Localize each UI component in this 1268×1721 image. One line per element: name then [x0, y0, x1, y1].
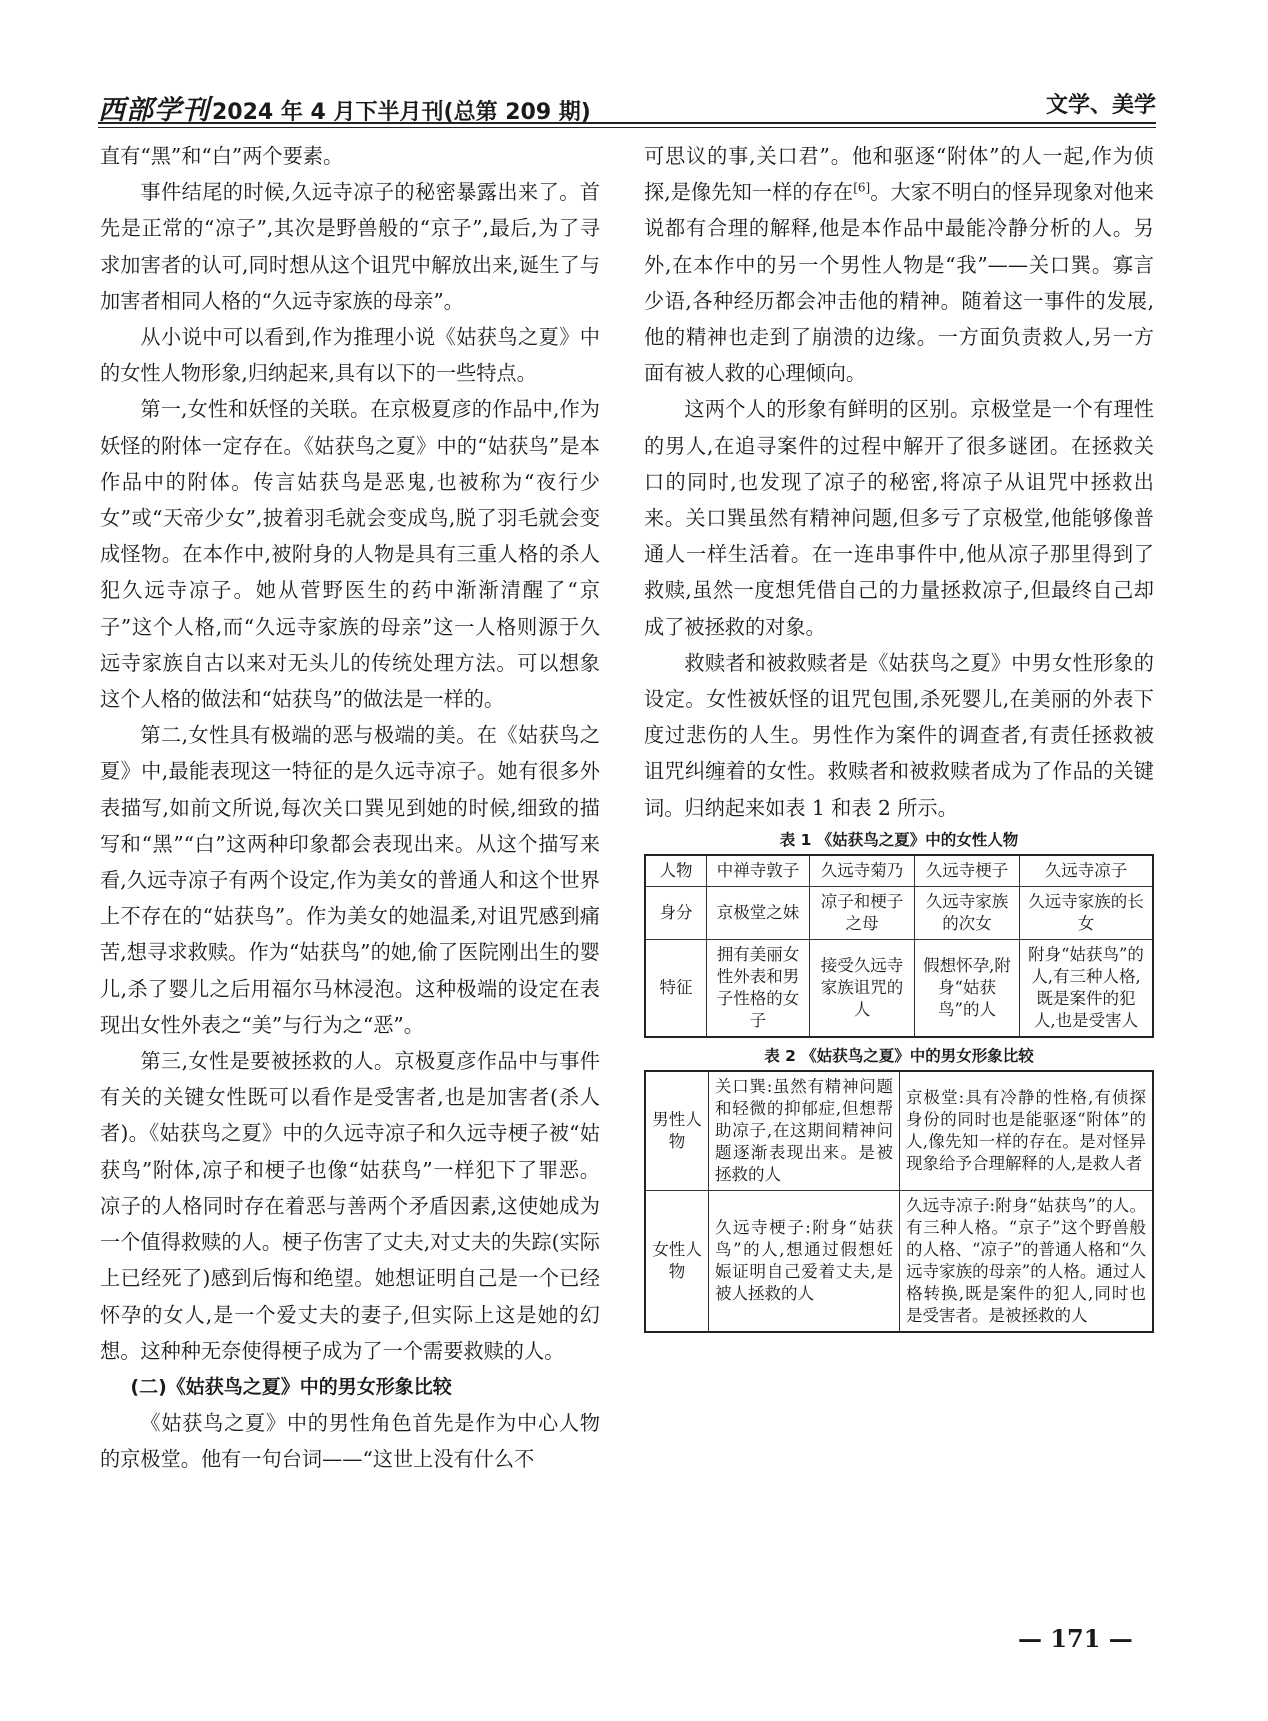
table-cell: 久远寺梗子: [915, 855, 1020, 887]
paragraph: [644, 138, 1154, 391]
citation-ref: [6]: [853, 180, 871, 195]
table-cell: 久远寺凉子: [1020, 855, 1154, 887]
table-cell: 附身“姑获鸟”的人,有三种人格,既是案件的犯人,也是受害人: [1020, 939, 1154, 1037]
paragraph-text: 可思议的事,关口君”。他和驱逐“附体”的人一起,作为侦探,是像先知一样的存在: [644, 144, 1154, 205]
table1-caption: 表 1 《姑获鸟之夏》中的女性人物: [779, 830, 1019, 849]
table-cell: 久远寺家族的长女: [1020, 886, 1154, 939]
paragraph: 这两个人的形象有鲜明的区别。京极堂是一个有理性的男人,在追寻案件的过程中解开了很多谜团。在拯救关口的同时,也发现了凉子的秘密,将凉子从诅咒中拯救出来。关口巽虽然有精神问题,但多亏了京极堂,他能够像普通人一样生活着。在一连串事件中,他从凉子那里得到了救赎,虽然一度想凭借自己的力量拯救凉子,但最终自己却成了被拯救的对象。: [644, 397, 1154, 639]
header-rule: [98, 122, 1156, 124]
header-rule-thin: [98, 127, 1156, 128]
table-row: [645, 886, 1153, 939]
left-column: [100, 138, 600, 1477]
table-cell: 久远寺梗子:附身“姑获鸟”的人,想通过假想妊娠证明自己爱着丈夫,是被人拯救的人: [709, 1190, 900, 1332]
table1: [644, 854, 1154, 1038]
table-cell: 男性人物: [645, 1071, 709, 1191]
paragraph: 救赎者和被救赎者是《姑获鸟之夏》中男女性形象的设定。女性被妖怪的诅咒包围,杀死婴儿,在美丽的外表下度过悲伤的人生。男性作为案件的调查者,有责任拯救被诅咒纠缠着的女性。救赎者和被救赎者成为了作品的关键词。归纳起来如表 1 和表 2 所示。: [644, 650, 1154, 820]
table-cell: 接受久远寺家族诅咒的人: [810, 939, 915, 1037]
paragraph: 第二,女性具有极端的恶与极端的美。在《姑获鸟之夏》中,最能表现这一特征的是久远寺凉子。她有很多外表描写,如前文所说,每次关口巽见到她的时候,细致的描写和“黑”“白”这两种印象都会表现出来。从这个描写来看,久远寺凉子有两个设定,作为美女的普通人和这个世界上不存在的“姑获鸟”。作为美女的她温柔,对诅咒感到痛苦,想寻求救赎。作为“姑获鸟”的她,偷了医院刚出生的婴儿,杀了婴儿之后用福尔马林浸泡。这种极端的设定在表现出女性外表之“美”与行为之“恶”。: [100, 723, 600, 1037]
page-number: — 171 —: [1018, 1624, 1133, 1653]
page-header: [98, 84, 1156, 124]
table-cell: 女性人物: [645, 1190, 709, 1332]
right-column: [644, 138, 1154, 1333]
table-row: [645, 855, 1153, 887]
table-cell: 京极堂之妹: [707, 886, 810, 939]
paragraph: 第一,女性和妖怪的关联。在京极夏彦的作品中,作为妖怪的附体一定存在。《姑获鸟之夏》中的“姑获鸟”是本作品中的附体。传言姑获鸟是恶鬼,也被称为“夜行少女”或“天帝少女”,披着羽毛就会变成鸟,脱了羽毛就会变成怪物。在本作中,被附身的人物是具有三重人格的杀人犯久远寺凉子。她从菅野医生的药中渐渐清醒了“京子”这个人格,而“久远寺家族的母亲”这一人格则源于久远寺家族自古以来对无头儿的传统处理方法。可以想象这个人格的做法和“姑获鸟”的做法是一样的。: [100, 397, 600, 712]
journal-masthead: 西部学刊: [98, 95, 210, 126]
table-cell: 身分: [645, 886, 707, 939]
paragraph-text: 。大家不明白的怪异现象对他来说都有合理的解释,他是本作品中最能冷静分析的人。另外,在本作中的另一个男性人物是“我”——关口巽。寡言少语,各种经历都会冲击他的精神。随着这一事件的发展,他的精神也走到了崩溃的边缘。一方面负责救人,另一方面有被人救的心理倾向。: [644, 180, 1154, 386]
table-cell: 凉子和梗子之母: [810, 886, 915, 939]
table-cell: 关口巽:虽然有精神问题和轻微的抑郁症,但想帮助凉子,在这期间精神问题逐渐表现出来。是被拯救的人: [709, 1071, 900, 1191]
table-cell: 久远寺家族的次女: [915, 886, 1020, 939]
section-label: 文学、美学: [1045, 93, 1156, 118]
table-cell: 京极堂:具有冷静的性格,有侦探身份的同时也是能驱逐“附体”的人,像先知一样的存在。是对怪异现象给予合理解释的人,是救人者: [900, 1071, 1154, 1191]
table-cell: 人物: [645, 855, 707, 887]
table-row: [645, 1071, 1153, 1191]
issue-info: 2024 年 4 月下半月刊(总第 209 期): [212, 100, 591, 125]
paragraph: 事件结尾的时候,久远寺凉子的秘密暴露出来了。首先是正常的“凉子”,其次是野兽般的“京子”,最后,为了寻求加害者的认可,同时想从这个诅咒中解放出来,诞生了与加害者相同人格的“久远寺家族的母亲”。: [100, 180, 600, 313]
paragraph: 第三,女性是要被拯救的人。京极夏彦作品中与事件有关的关键女性既可以看作是受害者,也是加害者(杀人者)。《姑获鸟之夏》中的久远寺凉子和久远寺梗子被“姑获鸟”附体,凉子和梗子也像“姑获鸟”一样犯下了罪恶。凉子的人格同时存在着恶与善两个矛盾因素,这使她成为一个值得救赎的人。梗子伤害了丈夫,对丈夫的失踪(实际上已经死了)感到后悔和绝望。她想证明自己是一个已经怀孕的女人,是一个爱丈夫的妻子,但实际上这是她的幻想。这种种无奈使得梗子成为了一个需要救赎的人。: [100, 1049, 600, 1363]
table-row: [645, 1190, 1153, 1332]
table-cell: 久远寺凉子:附身“姑获鸟”的人。有三种人格。“京子”这个野兽般的人格、“凉子”的普通人格和“久远寺家族的母亲”的人格。通过人格转换,既是案件的犯人,同时也是受害者。是被拯救的人: [900, 1190, 1154, 1332]
table-cell: 久远寺菊乃: [810, 855, 915, 887]
table-cell: 中禅寺敦子: [707, 855, 810, 887]
table-cell: 拥有美丽女性外表和男子性格的女子: [707, 939, 810, 1037]
paragraph: 从小说中可以看到,作为推理小说《姑获鸟之夏》中的女性人物形象,归纳起来,具有以下的一些特点。: [100, 325, 600, 386]
table-row: [645, 939, 1153, 1037]
table2: [644, 1070, 1154, 1333]
table2-caption: 表 2 《姑获鸟之夏》中的男女形象比较: [764, 1046, 1034, 1065]
table-cell: 假想怀孕,附身“姑获鸟”的人: [915, 939, 1020, 1037]
table-cell: 特征: [645, 939, 707, 1037]
paragraph: 《姑获鸟之夏》中的男性角色首先是作为中心人物的京极堂。他有一句台词——“这世上没有什么不: [100, 1410, 600, 1472]
paragraph: 直有“黑”和“白”两个要素。: [100, 144, 344, 168]
section-heading: (二)《姑获鸟之夏》中的男女形象比较: [130, 1375, 452, 1398]
